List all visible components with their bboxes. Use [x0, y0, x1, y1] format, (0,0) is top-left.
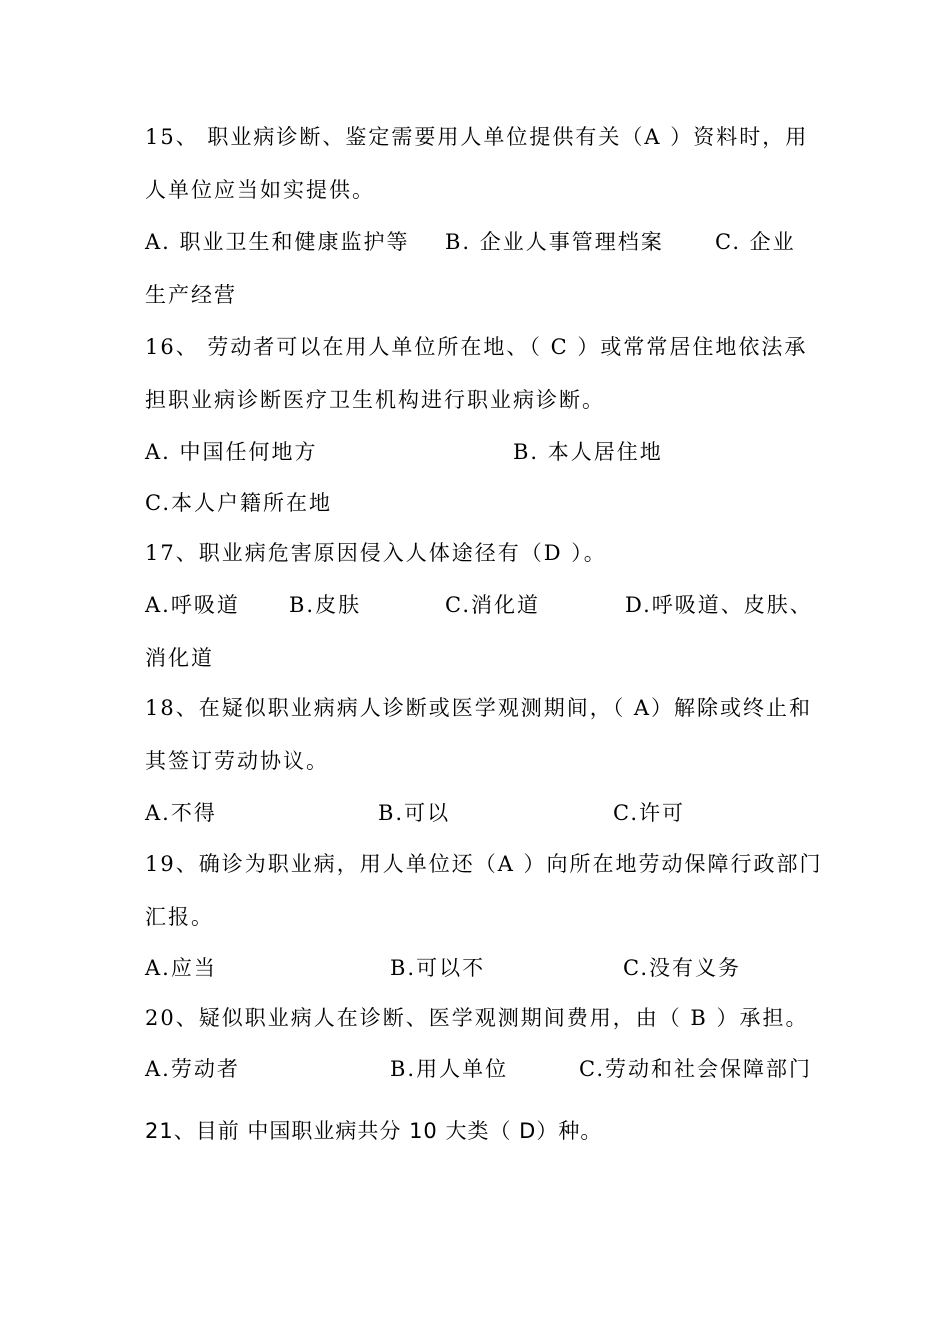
question-20-options — [145, 1054, 815, 1084]
question-16-option-b: B. 本人居住地 — [513, 440, 663, 464]
question-19-option-c: C.没有义务 — [623, 956, 741, 980]
question-18-option-a: A.不得 — [145, 801, 217, 825]
question-19-option-b: B.可以不 — [390, 956, 486, 980]
question-17-stem: 17、职业病危害原因侵入人体途径有（D ）。 — [145, 541, 607, 565]
question-17-option-c: C.消化道 — [445, 593, 540, 617]
question-15-stem-line-2: 人单位应当如实提供。 — [145, 178, 375, 202]
question-18-options — [145, 798, 815, 828]
question-18-stem-line-1: 18、在疑似职业病病人诊断或医学观测期间，（ A）解除或终止和 — [145, 696, 813, 720]
question-16-options — [145, 437, 815, 467]
question-17-options — [145, 590, 815, 620]
question-20-option-a: A.劳动者 — [145, 1057, 240, 1081]
question-19-option-a: A.应当 — [145, 956, 217, 980]
question-15-options — [145, 227, 815, 257]
question-20-stem: 20、疑似职业病人在诊断、医学观测期间费用，由（ B ）承担。 — [145, 1006, 809, 1030]
question-16-option-a: A. 中国任何地方 — [145, 440, 318, 464]
question-20-option-b: B.用人单位 — [390, 1057, 509, 1081]
question-21-stem: 21、目前 中国职业病共分 10 大类（ D）种。 — [145, 1119, 603, 1143]
question-15-option-c-continued: 生产经营 — [145, 283, 237, 307]
question-16-stem-line-2: 担职业病诊断医疗卫生机构进行职业病诊断。 — [145, 388, 605, 412]
question-18-stem-line-2: 其签订劳动协议。 — [145, 749, 329, 773]
question-15-option-c: C. 企业 — [715, 230, 796, 254]
question-17-option-a: A.呼吸道 — [145, 593, 240, 617]
question-18-option-b: B.可以 — [378, 801, 451, 825]
question-18-option-c: C.许可 — [613, 801, 685, 825]
question-15-stem-line-1: 15、 职业病诊断、鉴定需要用人单位提供有关（A ）资料时，用 — [145, 125, 809, 149]
question-19-options — [145, 953, 815, 983]
question-16-stem-line-1: 16、 劳动者可以在用人单位所在地、（ C ）或常常居住地依法承 — [145, 335, 808, 359]
question-20-option-c: C.劳动和社会保障部门 — [579, 1057, 812, 1081]
question-16-option-c: C.本人户籍所在地 — [145, 491, 332, 515]
question-17-option-d: D.呼吸道、皮肤、 — [625, 593, 813, 617]
question-19-stem-line-1: 19、确诊为职业病，用人单位还（A ）向所在地劳动保障行政部门 — [145, 852, 823, 876]
question-19-stem-line-2: 汇报。 — [145, 905, 214, 929]
question-15-option-b: B. 企业人事管理档案 — [445, 230, 664, 254]
question-17-option-b: B.皮肤 — [289, 593, 362, 617]
question-17-option-d-continued: 消化道 — [145, 646, 214, 670]
question-15-option-a: A. 职业卫生和健康监护等 — [145, 230, 410, 254]
